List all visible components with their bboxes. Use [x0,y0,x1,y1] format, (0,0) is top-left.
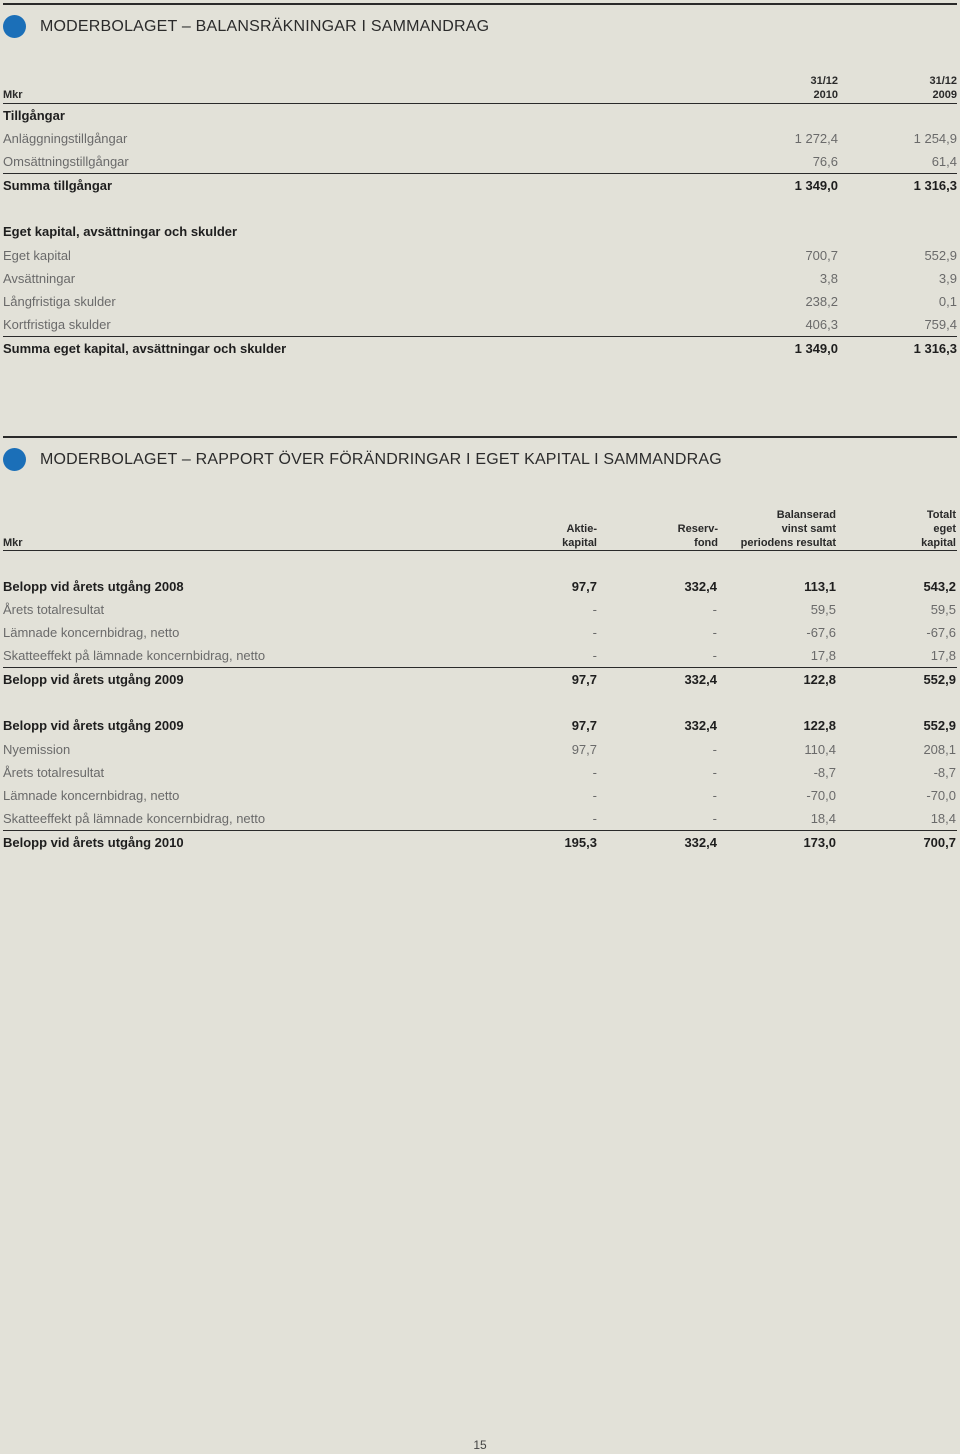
equity-heading [3,448,722,471]
row-rule [3,336,957,337]
table-row [3,785,957,807]
totalt-value: 59,5 [930,602,956,617]
header-line: Balanserad [776,509,836,521]
balance-mkr-label: Mkr [3,89,23,101]
aktiekapital-value: 97,7 [571,579,597,594]
totalt-header [880,508,956,550]
aktiekapital-value: - [592,602,597,617]
balance-header-rule [3,103,957,104]
balanserad-value: 113,1 [804,579,836,594]
value-2009: 1 254,9 [913,131,957,146]
balanserad-value: 110,4 [804,742,836,757]
balanserad-value: 59,5 [810,602,836,617]
balanserad-value: 18,4 [810,811,836,826]
aktiekapital-value: 195,3 [564,835,597,850]
value-2009: 61,4 [931,154,957,169]
row-label: Belopp vid årets utgång 2008 [3,579,184,594]
table-row [3,599,957,621]
aktiekapital-value: - [592,788,597,803]
row-label: Lämnade koncernbidrag, netto [3,788,180,803]
value-2010: 3,8 [819,271,838,286]
reservfond-value: 332,4 [684,835,717,850]
totalt-value: 552,9 [923,672,956,687]
header-line: fond [694,537,718,549]
row-label: Belopp vid årets utgång 2010 [3,835,184,850]
table-row [3,268,957,290]
balance-heading-text: MODERBOLAGET – BALANSRÄKNINGAR I SAMMANDRAG [40,17,490,35]
header-line: vinst samt [781,523,836,535]
row-label: Lämnade koncernbidrag, netto [3,625,180,640]
table-row [3,151,957,173]
row-label: Skatteeffekt på lämnade koncernbidrag, netto [3,811,266,826]
table-row [3,832,957,854]
header-line: kapital [562,537,597,549]
header-line: Aktie- [566,523,597,535]
col-2009-year: 2009 [932,89,957,101]
value-2010: 1 272,4 [794,131,838,146]
table-row [3,715,957,737]
row-label: Omsättningstillgångar [3,154,129,169]
reservfond-value: - [712,811,717,826]
aktiekapital-header [520,522,597,550]
bullet-dot-icon [3,448,26,471]
row-label: Årets totalresultat [3,602,105,617]
reservfond-value: - [712,648,717,663]
top-rule [3,3,957,5]
header-line: Totalt [926,509,956,521]
balance-col-2010-header [760,74,838,102]
row-label: Belopp vid årets utgång 2009 [3,672,184,687]
balanserad-header [700,508,836,550]
row-label: Avsättningar [3,271,76,286]
table-row [3,221,957,243]
row-label: Eget kapital [3,248,71,263]
reservfond-value: - [712,742,717,757]
balanserad-value: 122,8 [803,718,836,733]
value-2009: 759,4 [924,317,957,332]
row-label: Belopp vid årets utgång 2009 [3,718,184,733]
table-row [3,128,957,150]
reservfond-value: - [712,602,717,617]
header-line: Reserv- [677,523,718,535]
reservfond-value: - [712,765,717,780]
balanserad-value: -67,6 [806,625,836,640]
value-2010: 1 349,0 [794,341,838,356]
header-line: kapital [921,537,956,549]
totalt-value: -70,0 [926,788,956,803]
section-rule [3,436,957,438]
balanserad-value: -70,0 [806,788,836,803]
row-label: Kortfristiga skulder [3,317,111,332]
aktiekapital-value: - [592,648,597,663]
aktiekapital-value: 97,7 [571,742,597,757]
value-2009: 1 316,3 [913,341,957,356]
totalt-value: 543,2 [923,579,956,594]
table-row [3,576,957,598]
value-2010: 76,6 [812,154,838,169]
bullet-dot-icon [3,15,26,38]
totalt-value: 208,1 [923,742,956,757]
row-label: Långfristiga skulder [3,294,116,309]
balanserad-value: 173,0 [803,835,836,850]
reservfond-value: 332,4 [684,718,717,733]
totalt-value: 700,7 [923,835,956,850]
equity-heading-text: MODERBOLAGET – RAPPORT ÖVER FÖRÄNDRINGAR I EGET KAPITAL I SAMMANDRAG [40,450,722,468]
totalt-value: -67,6 [926,625,956,640]
totalt-value: 552,9 [923,718,956,733]
value-2010: 700,7 [805,248,838,263]
row-label: Summa eget kapital, avsättningar och skulder [3,341,287,356]
table-row [3,808,957,830]
table-row [3,291,957,313]
table-row [3,739,957,761]
row-label: Tillgångar [3,108,65,123]
reservfond-value: 332,4 [684,579,717,594]
col-2009-date: 31/12 [929,75,957,87]
row-label: Eget kapital, avsättningar och skulder [3,224,238,239]
aktiekapital-value: 97,7 [571,672,597,687]
table-row [3,175,957,197]
row-label: Anläggningstillgångar [3,131,128,146]
row-label: Årets totalresultat [3,765,105,780]
balanserad-value: 122,8 [803,672,836,687]
header-line: periodens resultat [740,537,836,549]
value-2009: 3,9 [938,271,957,286]
row-rule [3,830,957,831]
value-2010: 1 349,0 [794,178,838,193]
value-2009: 552,9 [924,248,957,263]
value-2010: 238,2 [805,294,838,309]
table-row [3,105,957,127]
col-2010-date: 31/12 [810,75,838,87]
value-2010: 406,3 [805,317,838,332]
balanserad-value: -8,7 [813,765,836,780]
page-number: 15 [473,1438,487,1452]
row-label: Skatteeffekt på lämnade koncernbidrag, netto [3,648,266,663]
reservfond-value: 332,4 [684,672,717,687]
balanserad-value: 17,8 [810,648,836,663]
aktiekapital-value: 97,7 [571,718,597,733]
equity-mkr-label: Mkr [3,537,23,549]
aktiekapital-value: - [592,625,597,640]
reservfond-value: - [712,788,717,803]
table-row [3,622,957,644]
header-line: eget [933,523,956,535]
row-rule [3,173,957,174]
reservfond-value: - [712,625,717,640]
table-row [3,338,957,360]
table-row [3,762,957,784]
aktiekapital-value: - [592,811,597,826]
totalt-value: -8,7 [933,765,956,780]
table-row [3,669,957,691]
row-rule [3,667,957,668]
balance-col-2009-header [880,74,957,102]
table-row [3,314,957,336]
row-label: Nyemission [3,742,71,757]
table-row [3,645,957,667]
aktiekapital-value: - [592,765,597,780]
equity-header-rule [3,550,957,551]
value-2009: 0,1 [938,294,957,309]
balance-heading [3,15,489,38]
totalt-value: 17,8 [930,648,956,663]
value-2009: 1 316,3 [913,178,957,193]
table-row [3,245,957,267]
col-2010-year: 2010 [813,89,838,101]
totalt-value: 18,4 [930,811,956,826]
row-label: Summa tillgångar [3,178,113,193]
